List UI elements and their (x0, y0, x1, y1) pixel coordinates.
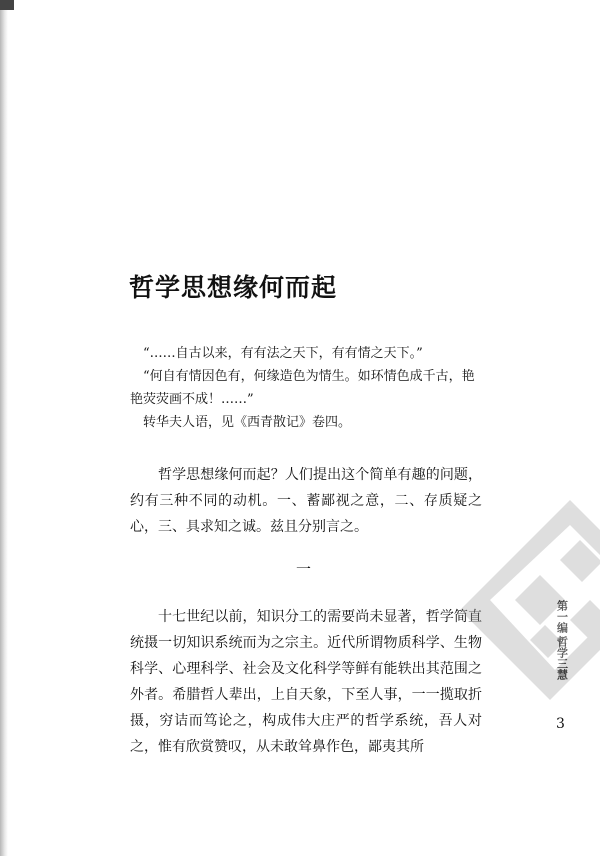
body-paragraph-block (130, 604, 482, 760)
section-number: 一 (296, 560, 312, 578)
side-tab-part-title: 哲学三慧 (555, 636, 569, 680)
intro-paragraph: 哲学思想缘何而起？人们提出这个简单有趣的问题，约有三种不同的动机。一、蓄鄙视之意，二、存质疑之心，三、具求知之诚。兹且分别言之。 (130, 467, 482, 535)
side-tab-part: 第一编 (555, 600, 569, 633)
epigraph-line: “……自古以来，有有法之天下，有有情之天下。” (143, 346, 423, 361)
intro-paragraph-block (130, 462, 482, 540)
chapter-title: 哲学思想缘何而起 (129, 273, 338, 302)
epigraph-line: “何自有情因色有，何缘造色为情生。如环情色成千古，艳艳荧荧画不成！……” (130, 369, 475, 407)
epigraph-attribution: 转华夫人语，见《西青散记》卷四。 (143, 415, 352, 430)
epigraph (130, 342, 475, 434)
page-number: 3 (556, 716, 565, 732)
scan-corner-mark (0, 0, 14, 10)
page-binding-shadow (0, 0, 8, 856)
body-paragraph: 十七世纪以前，知识分工的需要尚未显著，哲学简直统摄一切知识系统而为之宗主。近代所谓物质科学、生物科学、心理科学、社会及文化科学等鲜有能轶出其范围之外者。希腊哲人辈出，上自天象，下至人事，一一揽取折摄，穷诘而笃论之，构成伟大庄严的哲学系统，吾人对之，惟有欣赏赞叹，从未敢耸鼻作色，鄙夷其所 (130, 609, 482, 755)
side-tab (552, 600, 572, 683)
